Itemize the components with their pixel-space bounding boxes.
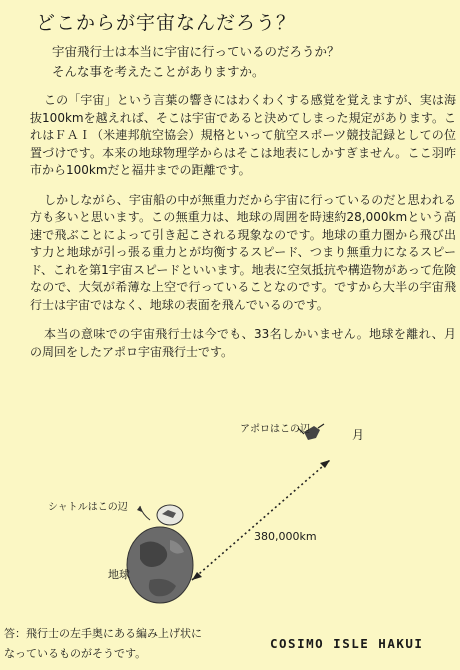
- distance-arrow: [192, 460, 330, 580]
- answer-line: なっているものがそうです。: [4, 647, 147, 660]
- signature-credit: COSIMO ISLE HAKUI: [270, 636, 424, 651]
- body-paragraph: しかしながら、宇宙船の中が無重力だから宇宙に行っているのだと思われる方も多いと思います。この無重力は、地球の周囲を時速約28,000kmという高速で飛ぶことによって引き起こされる現象なのです。地球の重力圏から飛び出す力と地球が引っ張る重力とが均衡するスピード、つまり無重力になるスピード、これを第1宇宙スピードといいます。地表に空気抵抗や構造物があって危険なので、大気が希薄な上空で行っていることなのです。ですから大半の宇宙飛行士は宇宙ではなく、地球の表面を飛んでいるのです。: [30, 192, 456, 312]
- moon-label: 月: [352, 428, 365, 442]
- page-title: どこからが宇宙なんだろう？: [36, 12, 297, 34]
- body-text: [30, 92, 456, 373]
- apollo-label: アポロはこの辺: [240, 424, 310, 435]
- answer-note: [4, 624, 274, 664]
- shuttle-illustration: [137, 505, 183, 525]
- distance-label: 380,000km: [254, 530, 317, 543]
- body-paragraph: 本当の意味での宇宙飛行士は今でも、33名しかいません。地球を離れ、月の周回をしたアポロ宇宙飛行士です。: [30, 327, 456, 359]
- intro-block: [34, 42, 454, 82]
- earth-moon-diagram: [0, 380, 460, 615]
- shuttle-label: シャトルはこの辺: [48, 502, 128, 513]
- body-paragraph: この「宇宙」という言葉の響きにはわくわくする感覚を覚えますが、実は海抜100kmを越えれば、そこは宇宙であると決めてしまった規定があります。これはＦＡＩ（米連邦航空協会）規格といって航空スポーツ競技記録としての位置づけです。本来の地球物理学からはそこは地表にしかすぎません。ここ羽咋市から100kmだと福井までの距離です。: [30, 93, 456, 177]
- earth-illustration: [127, 527, 193, 603]
- answer-line: 答：飛行士の左手奥にある編み上げ状に: [4, 627, 202, 640]
- intro-line: 宇宙飛行士は本当に宇宙に行っているのだろうか？: [52, 44, 340, 59]
- intro-line: そんな事を考えたことがありますか。: [52, 64, 265, 79]
- earth-label: 地球: [108, 568, 130, 581]
